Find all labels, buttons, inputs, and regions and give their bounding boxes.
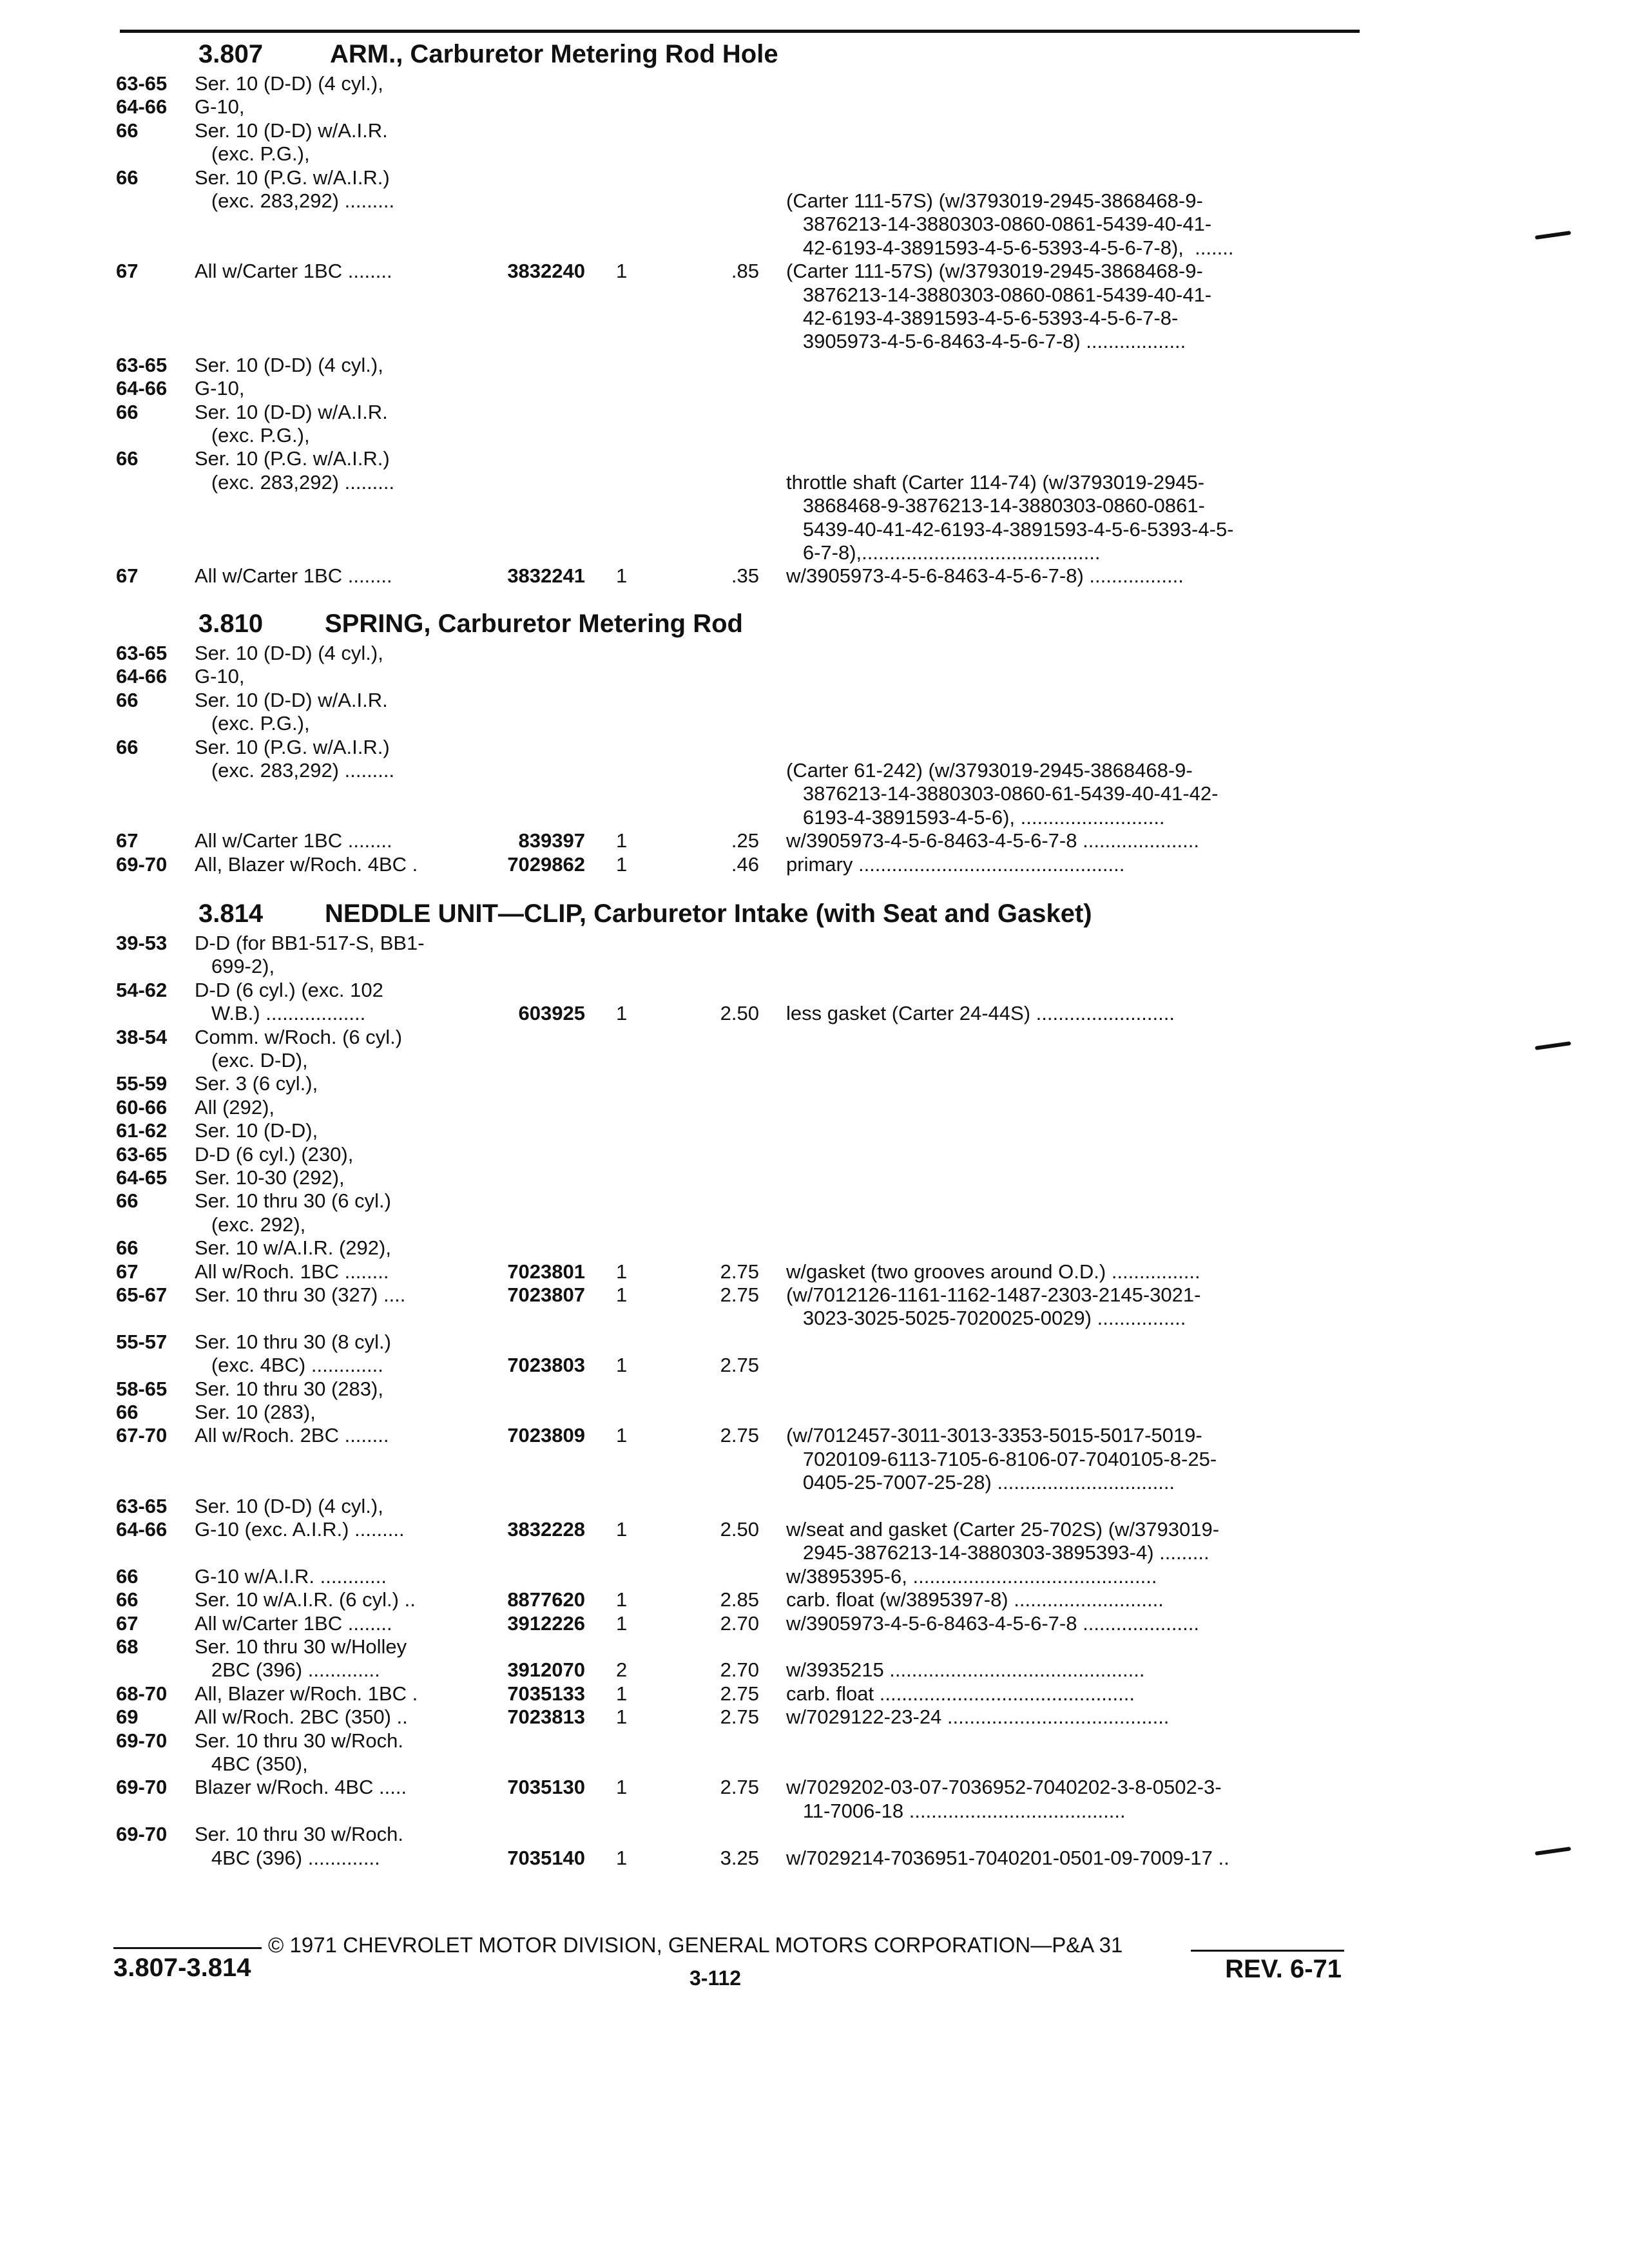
table-row <box>0 211 1629 237</box>
row-description: Ser. 10 (D-D) w/A.I.R. <box>195 119 388 142</box>
table-row <box>0 258 1629 284</box>
row-year: 69-70 <box>116 1823 168 1846</box>
row-description: Ser. 10 (P.G. w/A.I.R.) <box>195 166 390 189</box>
table-row <box>0 640 1629 666</box>
row-remarks: throttle shaft (Carter 114-74) (w/3793019-2945- <box>786 470 1205 494</box>
table-row <box>0 1001 1629 1026</box>
row-price: 2.75 <box>720 1682 759 1705</box>
table-row <box>0 1212 1629 1238</box>
row-description: Ser. 10 (D-D) (4 cyl.), <box>195 72 383 95</box>
table-row <box>0 188 1629 214</box>
row-year: 66 <box>116 1401 139 1423</box>
table-row <box>0 94 1629 120</box>
row-remarks: less gasket (Carter 24-44S) ......................... <box>786 1002 1175 1025</box>
row-description: G-10 (exc. A.I.R.) ......... <box>195 1518 405 1541</box>
row-price: 2.50 <box>720 1002 759 1025</box>
row-part-number: 3832240 <box>507 260 585 283</box>
row-part-number: 3912070 <box>507 1658 585 1682</box>
row-year: 63-65 <box>116 72 168 95</box>
row-price: 2.75 <box>720 1424 759 1447</box>
row-remarks: carb. float (w/3895397-8) ........................... <box>786 1588 1164 1611</box>
table-row <box>0 1821 1629 1847</box>
row-remarks: primary ................................................ <box>786 852 1125 876</box>
row-remarks: (Carter 61-242) (w/3793019-2945-3868468-9- <box>786 759 1193 782</box>
row-price: 2.50 <box>720 1518 759 1541</box>
row-part-number: 7023803 <box>507 1354 585 1377</box>
row-remarks: w/3905973-4-5-6-8463-4-5-6-7-8 ..................... <box>786 829 1199 852</box>
row-year: 67 <box>116 260 139 283</box>
row-year: 66 <box>116 1564 139 1588</box>
row-year: 66 <box>116 119 139 142</box>
row-part-number: 7023813 <box>507 1706 585 1729</box>
row-description: 699-2), <box>195 955 275 978</box>
row-part-number: 7035130 <box>507 1776 585 1799</box>
row-year: 66 <box>116 1236 139 1260</box>
table-row <box>0 540 1629 566</box>
row-quantity: 1 <box>616 829 628 852</box>
row-part-number: 3912226 <box>507 1611 585 1635</box>
row-remarks: (Carter 111-57S) (w/3793019-2945-3868468-9- <box>786 260 1203 283</box>
row-quantity: 1 <box>616 1518 628 1541</box>
row-description: 2BC (396) ............. <box>195 1658 380 1682</box>
table-row <box>0 977 1629 1003</box>
row-price: 2.75 <box>720 1283 759 1306</box>
row-description: All w/Carter 1BC ........ <box>195 829 392 852</box>
row-remarks: 42-6193-4-3891593-4-5-6-5393-4-5-6-7-8- <box>786 307 1179 329</box>
footer-section-range: 3.807-3.814 <box>113 1954 251 1982</box>
row-price: 2.75 <box>720 1706 759 1729</box>
table-row <box>0 423 1629 448</box>
table-row <box>0 687 1629 713</box>
top-rule <box>120 30 1360 33</box>
section-heading-3807 <box>198 40 778 69</box>
row-remarks: 11-7006-18 ....................................... <box>786 1799 1126 1822</box>
row-description: D-D (6 cyl.) (exc. 102 <box>195 978 383 1001</box>
table-row <box>0 1142 1629 1168</box>
table-row <box>0 1235 1629 1261</box>
table-row <box>0 1540 1629 1566</box>
row-price: .25 <box>731 829 759 852</box>
row-description: Ser. 10 thru 30 (6 cyl.) <box>195 1189 391 1213</box>
row-year: 65-67 <box>116 1283 168 1306</box>
row-description: Ser. 10 (283), <box>195 1401 316 1423</box>
row-quantity: 2 <box>616 1658 628 1682</box>
table-row <box>0 1423 1629 1448</box>
row-year: 68-70 <box>116 1682 168 1705</box>
table-row <box>0 1657 1629 1683</box>
table-row <box>0 781 1629 807</box>
row-description: (exc. D-D), <box>195 1049 308 1072</box>
row-remarks: w/7029202-03-07-7036952-7040202-3-8-0502-3- <box>786 1776 1222 1799</box>
row-part-number: 7023801 <box>507 1260 585 1283</box>
row-remarks: w/7029122-23-24 ........................................ <box>786 1706 1170 1729</box>
section-number: 3.814 <box>198 899 264 928</box>
row-price: 2.85 <box>720 1588 759 1611</box>
row-description: Ser. 10 (D-D) (4 cyl.), <box>195 1494 383 1517</box>
row-description: (exc. P.G.), <box>195 712 310 735</box>
row-part-number: 7023809 <box>507 1424 585 1447</box>
row-remarks: 5439-40-41-42-6193-4-3891593-4-5-6-5393-4-5- <box>786 517 1234 541</box>
row-description: (exc. 283,292) ......... <box>195 759 395 782</box>
row-description: Ser. 10 w/A.I.R. (292), <box>195 1236 391 1260</box>
table-row <box>0 235 1629 261</box>
table-row <box>0 71 1629 97</box>
table-row <box>0 1798 1629 1824</box>
table-row <box>0 1188 1629 1214</box>
row-remarks: 3876213-14-3880303-0860-0861-5439-40-41- <box>786 283 1212 306</box>
row-description: Ser. 10 thru 30 (283), <box>195 1377 383 1400</box>
row-year: 63-65 <box>116 1142 168 1166</box>
row-remarks: w/3905973-4-5-6-8463-4-5-6-7-8) ................. <box>786 564 1184 588</box>
row-price: 2.75 <box>720 1776 759 1799</box>
row-description: (exc. 4BC) ............. <box>195 1354 383 1377</box>
row-year: 66 <box>116 447 139 470</box>
row-year: 66 <box>116 688 139 711</box>
row-remarks: w/gasket (two grooves around O.D.) ................ <box>786 1260 1200 1283</box>
row-description: All w/Roch. 2BC ........ <box>195 1424 389 1447</box>
row-year: 69-70 <box>116 1729 168 1752</box>
row-description: Ser. 10 (D-D) w/A.I.R. <box>195 400 388 423</box>
row-description: G-10 w/A.I.R. ............ <box>195 1564 387 1588</box>
table-row <box>0 141 1629 167</box>
row-quantity: 1 <box>616 564 628 588</box>
table-row <box>0 1329 1629 1355</box>
row-quantity: 1 <box>616 1776 628 1799</box>
row-price: 3.25 <box>720 1846 759 1869</box>
row-year: 67-70 <box>116 1424 168 1447</box>
row-description: (exc. 292), <box>195 1213 306 1236</box>
row-remarks: w/7029214-7036951-7040201-0501-09-7009-17 .. <box>786 1846 1229 1869</box>
row-remarks: 6-7-8),........................................... <box>786 541 1101 564</box>
table-row <box>0 1517 1629 1542</box>
table-row <box>0 1774 1629 1800</box>
row-quantity: 1 <box>616 1682 628 1705</box>
table-row <box>0 329 1629 354</box>
row-year: 63-65 <box>116 642 168 664</box>
row-part-number: 839397 <box>518 829 585 852</box>
row-quantity: 1 <box>616 1260 628 1283</box>
table-row <box>0 1118 1629 1144</box>
section-title: ARM., Carburetor Metering Rod Hole <box>330 40 778 68</box>
row-description: Ser. 10 w/A.I.R. (6 cyl.) .. <box>195 1588 416 1611</box>
row-description: Ser. 10 (P.G. w/A.I.R.) <box>195 447 390 470</box>
row-description: 4BC (396) ............. <box>195 1846 380 1869</box>
footer-revision: REV. 6-71 <box>1225 1955 1342 1983</box>
table-row <box>0 1611 1629 1637</box>
section-number: 3.807 <box>198 40 264 68</box>
row-price: 2.75 <box>720 1260 759 1283</box>
row-description: All w/Carter 1BC ........ <box>195 1611 392 1635</box>
row-description: (exc. 283,292) ......... <box>195 470 395 494</box>
row-quantity: 1 <box>616 1588 628 1611</box>
row-year: 55-59 <box>116 1072 168 1095</box>
row-year: 64-65 <box>116 1166 168 1189</box>
table-row <box>0 758 1629 783</box>
row-description: D-D (for BB1-517-S, BB1- <box>195 932 425 954</box>
row-year: 38-54 <box>116 1025 168 1048</box>
row-description: All w/Carter 1BC ........ <box>195 260 392 283</box>
table-row <box>0 1587 1629 1613</box>
row-remarks: 3905973-4-5-6-8463-4-5-6-7-8) .................. <box>786 330 1186 353</box>
row-year: 60-66 <box>116 1095 168 1119</box>
table-row <box>0 1751 1629 1777</box>
row-remarks: 7020109-6113-7105-6-8106-07-7040105-8-25- <box>786 1447 1217 1470</box>
row-description: All w/Roch. 2BC (350) .. <box>195 1706 408 1729</box>
row-price: .46 <box>731 852 759 876</box>
row-year: 67 <box>116 564 139 588</box>
row-price: .35 <box>731 564 759 588</box>
section-title: SPRING, Carburetor Metering Rod <box>325 610 743 638</box>
row-year: 61-62 <box>116 1119 168 1142</box>
row-remarks: 3876213-14-3880303-0860-61-5439-40-41-42- <box>786 782 1219 805</box>
footer-rule-left <box>113 1947 262 1949</box>
row-year: 64-66 <box>116 665 168 688</box>
row-year: 63-65 <box>116 353 168 376</box>
row-remarks: 3876213-14-3880303-0860-0861-5439-40-41- <box>786 213 1212 236</box>
row-quantity: 1 <box>616 1354 628 1377</box>
row-quantity: 1 <box>616 1846 628 1869</box>
footer-page-number: 3-112 <box>689 1966 742 1990</box>
table-row <box>0 805 1629 831</box>
table-row <box>0 1728 1629 1754</box>
row-year: 67 <box>116 1611 139 1635</box>
table-row <box>0 1352 1629 1378</box>
row-quantity: 1 <box>616 1611 628 1635</box>
row-year: 66 <box>116 1588 139 1611</box>
row-quantity: 1 <box>616 1424 628 1447</box>
row-quantity: 1 <box>616 260 628 283</box>
row-remarks: w/3905973-4-5-6-8463-4-5-6-7-8 ..................... <box>786 1611 1199 1635</box>
row-description: G-10, <box>195 95 245 119</box>
table-row <box>0 930 1629 956</box>
row-year: 64-66 <box>116 1518 168 1541</box>
table-row <box>0 517 1629 543</box>
footer-rule-right <box>1191 1950 1344 1952</box>
row-year: 66 <box>116 1189 139 1213</box>
row-price: 2.70 <box>720 1658 759 1682</box>
row-description: W.B.) .................. <box>195 1002 366 1025</box>
row-description: Ser. 10 thru 30 w/Roch. <box>195 1729 403 1752</box>
table-row <box>0 305 1629 331</box>
table-row <box>0 852 1629 878</box>
table-row <box>0 1564 1629 1590</box>
row-part-number: 7035133 <box>507 1682 585 1705</box>
row-year: 69-70 <box>116 852 168 876</box>
row-description: Ser. 10 thru 30 w/Holley <box>195 1635 407 1658</box>
row-description: G-10, <box>195 377 245 400</box>
table-row <box>0 1259 1629 1285</box>
table-row <box>0 1282 1629 1308</box>
row-description: Ser. 10 thru 30 (8 cyl.) <box>195 1330 391 1353</box>
row-year: 69-70 <box>116 1776 168 1799</box>
row-remarks: w/seat and gasket (Carter 25-702S) (w/3793019- <box>786 1518 1220 1541</box>
row-year: 64-66 <box>116 95 168 119</box>
row-quantity: 1 <box>616 1002 628 1025</box>
row-quantity: 1 <box>616 1706 628 1729</box>
row-description: Ser. 3 (6 cyl.), <box>195 1072 318 1095</box>
row-description: 4BC (350), <box>195 1753 308 1775</box>
table-row <box>0 470 1629 495</box>
row-remarks: (w/7012126-1161-1162-1487-2303-2145-3021- <box>786 1283 1201 1306</box>
table-row <box>0 1024 1629 1050</box>
row-description: Ser. 10 (P.G. w/A.I.R.) <box>195 735 390 758</box>
row-year: 64-66 <box>116 377 168 400</box>
section-heading-3814 <box>198 899 1092 928</box>
row-part-number: 3832228 <box>507 1518 585 1541</box>
table-row <box>0 1634 1629 1660</box>
row-year: 67 <box>116 829 139 852</box>
row-remarks: w/3935215 .............................................. <box>786 1658 1145 1682</box>
row-description: Blazer w/Roch. 4BC ..... <box>195 1776 407 1799</box>
section-heading-3810 <box>198 610 743 639</box>
table-row <box>0 1845 1629 1871</box>
row-year: 68 <box>116 1635 139 1658</box>
row-description: All, Blazer w/Roch. 4BC . <box>195 852 418 876</box>
row-year: 66 <box>116 735 139 758</box>
row-part-number: 7023807 <box>507 1283 585 1306</box>
table-row <box>0 711 1629 736</box>
row-year: 69 <box>116 1706 139 1729</box>
table-row <box>0 1095 1629 1120</box>
row-description: D-D (6 cyl.) (230), <box>195 1142 354 1166</box>
row-remarks: 3023-3025-5025-7020025-0029) ................ <box>786 1307 1186 1330</box>
table-row <box>0 493 1629 519</box>
table-row <box>0 664 1629 689</box>
row-year: 55-57 <box>116 1330 168 1353</box>
row-price: 2.70 <box>720 1611 759 1635</box>
row-description: Ser. 10-30 (292), <box>195 1166 345 1189</box>
row-description: Comm. w/Roch. (6 cyl.) <box>195 1025 403 1048</box>
table-row <box>0 446 1629 472</box>
row-year: 66 <box>116 400 139 423</box>
row-description: Ser. 10 thru 30 w/Roch. <box>195 1823 403 1846</box>
row-remarks: carb. float .............................................. <box>786 1682 1135 1705</box>
table-row <box>0 735 1629 760</box>
row-part-number: 7029862 <box>507 852 585 876</box>
table-row <box>0 954 1629 979</box>
row-remarks: 3868468-9-3876213-14-3880303-0860-0861- <box>786 494 1205 517</box>
row-remarks: (Carter 111-57S) (w/3793019-2945-3868468-9- <box>786 189 1203 212</box>
table-row <box>0 165 1629 191</box>
row-year: 54-62 <box>116 978 168 1001</box>
row-part-number: 3832241 <box>507 564 585 588</box>
table-row <box>0 376 1629 401</box>
row-year: 66 <box>116 166 139 189</box>
table-row <box>0 1681 1629 1707</box>
table-row <box>0 563 1629 589</box>
row-description: (exc. P.G.), <box>195 142 310 166</box>
row-description: Ser. 10 (D-D) (4 cyl.), <box>195 353 383 376</box>
row-year: 67 <box>116 1260 139 1283</box>
row-part-number: 7035140 <box>507 1846 585 1869</box>
row-year: 58-65 <box>116 1377 168 1400</box>
row-description: (exc. 283,292) ......... <box>195 189 395 212</box>
row-part-number: 8877620 <box>507 1588 585 1611</box>
row-description: Ser. 10 (D-D) (4 cyl.), <box>195 642 383 664</box>
table-row <box>0 282 1629 308</box>
row-quantity: 1 <box>616 1283 628 1306</box>
row-remarks: 42-6193-4-3891593-4-5-6-5393-4-5-6-7-8), ....... <box>786 236 1234 259</box>
table-row <box>0 1494 1629 1519</box>
table-row <box>0 1071 1629 1097</box>
row-price: .85 <box>731 260 759 283</box>
row-remarks: 2945-3876213-14-3880303-3895393-4) ......... <box>786 1541 1210 1564</box>
table-row <box>0 1048 1629 1073</box>
section-number: 3.810 <box>198 610 264 638</box>
section-title: NEDDLE UNIT—CLIP, Carburetor Intake (with Seat and Gasket) <box>325 899 1092 928</box>
row-description: All w/Carter 1BC ........ <box>195 564 392 588</box>
table-row <box>0 1399 1629 1425</box>
row-remarks: w/3895395-6, ............................................ <box>786 1564 1157 1588</box>
row-description: Ser. 10 (D-D), <box>195 1119 318 1142</box>
footer-copyright: © 1971 CHEVROLET MOTOR DIVISION, GENERAL MOTORS CORPORATION—P&A 31 <box>268 1933 1123 1957</box>
row-year: 39-53 <box>116 932 168 954</box>
table-row <box>0 828 1629 854</box>
row-part-number: 603925 <box>518 1002 585 1025</box>
row-description: (exc. P.G.), <box>195 424 310 447</box>
table-row <box>0 1305 1629 1331</box>
table-row <box>0 1376 1629 1402</box>
row-remarks: (w/7012457-3011-3013-3353-5015-5017-5019- <box>786 1424 1202 1447</box>
row-remarks: 6193-4-3891593-4-5-6), .......................... <box>786 805 1165 829</box>
table-row <box>0 352 1629 378</box>
row-price: 2.75 <box>720 1354 759 1377</box>
row-description: All (292), <box>195 1095 275 1119</box>
row-description: Ser. 10 (D-D) w/A.I.R. <box>195 688 388 711</box>
row-description: G-10, <box>195 665 245 688</box>
table-row <box>0 1165 1629 1191</box>
table-row <box>0 1446 1629 1472</box>
row-description: All, Blazer w/Roch. 1BC . <box>195 1682 418 1705</box>
table-row <box>0 1704 1629 1730</box>
table-row <box>0 399 1629 425</box>
row-year: 63-65 <box>116 1494 168 1517</box>
row-description: Ser. 10 thru 30 (327) .... <box>195 1283 406 1306</box>
row-quantity: 1 <box>616 852 628 876</box>
table-row <box>0 118 1629 144</box>
row-description: All w/Roch. 1BC ........ <box>195 1260 389 1283</box>
table-row <box>0 1470 1629 1495</box>
row-remarks: 0405-25-7007-25-28) ................................ <box>786 1471 1175 1494</box>
